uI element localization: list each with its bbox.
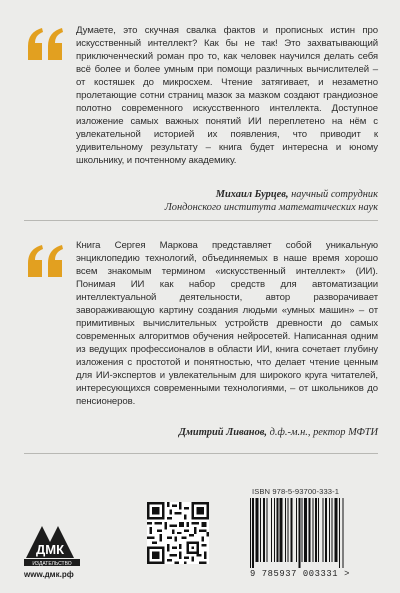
publisher-subtitle: ИЗДАТЕЛЬСТВО — [32, 561, 72, 567]
quote-1-attribution — [78, 188, 378, 214]
divider — [24, 220, 378, 221]
divider — [24, 453, 378, 454]
publisher-website[interactable]: www.дмк.рф — [24, 570, 74, 579]
quote-mark-icon — [26, 243, 66, 279]
quote-1-text: Думаете, это скучная свалка фактов и прописных истин про искусственный интеллект? Как бы не так! Это захватывающий приключенческий роман про то, как человек научился делать себя всё более и более умным при помощи различных вычислителей – от костяшек до микросхем. Чтение затягивает, и незаметно пролетающие сотни страниц мазок за мазком создают грандиозное полотно современного искусственного интеллекта. Доступное изложение самых важных понятий ИИ переплетено на нём с увлекательной историей их появления, что приводит к удивительному результату – книга будет интересна и юному школьнику, и почтенному академику. — [76, 25, 378, 166]
isbn-text: ISBN 978-5-93700-333-1 — [252, 487, 340, 496]
barcode-icon — [248, 498, 378, 568]
quote-1-author-name: Михаил Бурцев, — [215, 189, 289, 200]
quote-2-author-role: д.ф.-м.н., ректор МФТИ — [267, 427, 378, 438]
quote-2-attribution — [78, 426, 378, 439]
publisher-logo-icon — [22, 518, 86, 568]
qr-code-icon — [147, 502, 209, 564]
quote-2-text: Книга Сергея Маркова представляет собой уникальную энциклопедию технологий, объединяемых в наше время хорошо всем знакомым термином «искусственный интеллект» (ИИ). Понимая ИИ как набор средств для автоматизации интеллектуальной деятельности, автор разворачивает завораживающую картину создания людьми «умных машин» – от примитивных вычислительных устройств древности до самых современных алгоритмов обучения нейросетей. Написанная одним из ведущих профессионалов в области ИИ, книга сочетает глубину изложения с простотой и понятностью, что делает чтение ценным для ИИ-экспертов и увлекательным для широкого круга читателей, интересующихся современными технологиями, – от школьников до пенсионеров. — [76, 240, 378, 407]
quote-2-author-name: Дмитрий Ливанов, — [178, 427, 268, 438]
publisher-logo-text: ДМК — [35, 542, 65, 557]
quote-1-author-org: Лондонского института математических наук — [164, 202, 378, 213]
barcode-digits: 9 785937 003331 > — [250, 569, 350, 579]
quote-1-author-role: научный сотрудник — [288, 189, 378, 200]
quote-mark-icon — [26, 26, 66, 62]
